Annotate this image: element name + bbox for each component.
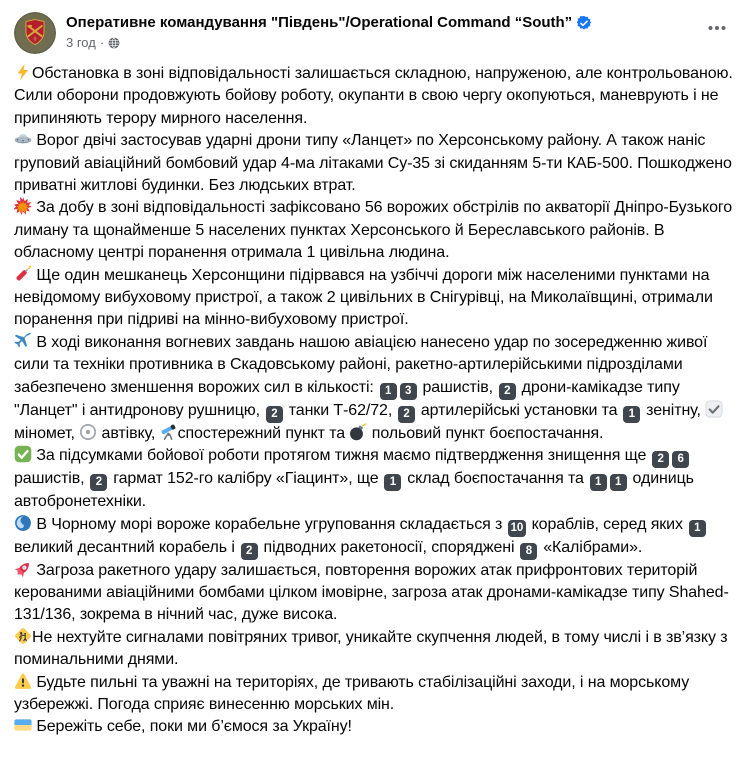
post-text bbox=[0, 58, 749, 755]
keycap-2-icon: 2 bbox=[499, 383, 516, 400]
post-paragraph: Будьте пильні та уважні на територіях, де тривають стабілізаційні заходи, і на морському узбережжі. Погода сприяє винесенню морських мін. bbox=[14, 673, 690, 713]
keycap-8-icon: 8 bbox=[520, 543, 537, 560]
flying-saucer-icon bbox=[14, 130, 32, 148]
keycap-3-icon: 3 bbox=[400, 383, 417, 400]
post-paragraph: В Чорному морі вороже корабельне угруповання складається з 10 кораблів, серед яких 1 великий десантний корабель і 2 підводних ракетоносії, споряджені 8 «Калібрами». bbox=[14, 514, 735, 560]
command-south-emblem-icon bbox=[14, 12, 56, 54]
firecracker-icon bbox=[14, 265, 32, 283]
record-circle-icon bbox=[79, 423, 97, 441]
meta-separator: · bbox=[99, 35, 105, 50]
post-timestamp[interactable]: 3 год bbox=[66, 35, 96, 50]
warning-icon bbox=[14, 672, 32, 690]
rocket-icon bbox=[14, 560, 32, 578]
post-paragraph: За підсумками бойової роботи протягом тижня маємо підтвердження знищення ще 2 6 рашистів, 2 гармат 152-го калібру «Гіацинт», ще 1 склад боєпостачання та 1 1 одиниць автобронетехніки. bbox=[14, 447, 694, 511]
page-avatar[interactable] bbox=[14, 12, 56, 54]
post-paragraph: В ході виконання вогневих завдань нашою авіацією нанесено удар по зосередженню живої сили та техніки противника в Скадовському районі, ракетно-артилерійськими підрозділами забезпечено зменшення ворожих сил в кількості: 1 3 рашистів, 2 дрони-камікадзе типу "Ланцет" і антидронову рушницю, 2 танки Т-62/72, 2 артилерійські установки та 1 зенітну, міномет, автівку, спостережний пункт та польовий пункт боєпостачання. bbox=[14, 332, 735, 445]
keycap-1-icon: 1 bbox=[380, 383, 397, 400]
keycap-2-icon: 2 bbox=[241, 543, 258, 560]
bomb-icon bbox=[349, 423, 367, 441]
wave-icon bbox=[14, 514, 32, 532]
check-green-icon bbox=[14, 445, 32, 463]
post-header bbox=[0, 0, 749, 58]
post-paragraph: Не нехтуйте сигналами повітряних тривог, уникайте скупчення людей, в тому числі і в зв’язку з поминальними днями. bbox=[14, 628, 728, 669]
children-crossing-icon bbox=[14, 627, 32, 645]
keycap-6-icon: 6 bbox=[672, 451, 689, 468]
checkbox-icon bbox=[705, 400, 723, 418]
keycap-2-icon: 2 bbox=[90, 474, 107, 491]
post-paragraph: Бережіть себе, поки ми б’ємося за Україну! bbox=[14, 716, 735, 738]
ellipsis-icon bbox=[707, 18, 727, 38]
high-voltage-icon bbox=[14, 63, 32, 81]
post-paragraph: Ворог двічі застосував ударні дрони типу «Ланцет» по Херсонському району. А також наніс груповий авіаційний бомбовий удар 4-ма літаками Су-35 зі скиданням 5-ти КАБ-500. Пошкоджено приватні житлові будинки. Без людських втрат. bbox=[14, 132, 732, 195]
keycap-2-icon: 2 bbox=[266, 406, 283, 423]
post-options-button[interactable] bbox=[701, 12, 733, 44]
globe-privacy-icon bbox=[108, 37, 120, 49]
telescope-icon bbox=[160, 423, 178, 441]
post-paragraph: Обстановка в зоні відповідальності залишається складною, напруженою, але контрольованою. Сили оборони продовжують бойову роботу, окупанти в свою чергу окопуються, маневрують і не припиняють терору мирного населення. bbox=[14, 65, 733, 127]
keycap-2-icon: 2 bbox=[652, 451, 669, 468]
post-meta[interactable] bbox=[66, 35, 701, 51]
verified-badge-icon bbox=[577, 16, 591, 30]
keycap-1-icon: 1 bbox=[689, 520, 706, 537]
keycap-2-icon: 2 bbox=[398, 406, 415, 423]
post-paragraph: Ще один мешканець Херсонщини підірвався на узбіччі дороги між населеними пунктами на невідомому вибуховому пристрої, а також 2 цивільних в Снігурівці, на Миколаївщині, отримали поранення при підриві на мінно-вибуховому пристрої. bbox=[14, 266, 713, 329]
post-paragraph: Загроза ракетного удару залишається, повторення ворожих атак прифронтових територій керованими авіаційними бомбами цілком імовірне, загроза атак дронами-камікадзе типу Shahed-131/136, зокрема в нічний час, дуже висока. bbox=[14, 561, 729, 624]
keycap-1-icon: 1 bbox=[590, 474, 607, 491]
keycap-1-icon: 1 bbox=[610, 474, 627, 491]
airplane-icon bbox=[14, 332, 32, 350]
post-paragraph: За добу в зоні відповідальності зафіксовано 56 ворожих обстрілів по акваторії Дніпро-Бузького лиману та щонайменше 5 населених пунктах Херсонського й Береславського районів. В обласному центрі поранення отримала 1 цивільна людина. bbox=[14, 199, 733, 262]
header-info bbox=[66, 12, 701, 51]
keycap-1-icon: 1 bbox=[623, 406, 640, 423]
keycap-10-icon: 10 bbox=[508, 520, 526, 537]
keycap-1-icon: 1 bbox=[384, 474, 401, 491]
collision-icon bbox=[14, 197, 32, 215]
flag-ukraine-icon bbox=[14, 716, 32, 734]
page-name[interactable]: Оперативне командування "Південь"/Operational Command “South” bbox=[66, 14, 573, 31]
